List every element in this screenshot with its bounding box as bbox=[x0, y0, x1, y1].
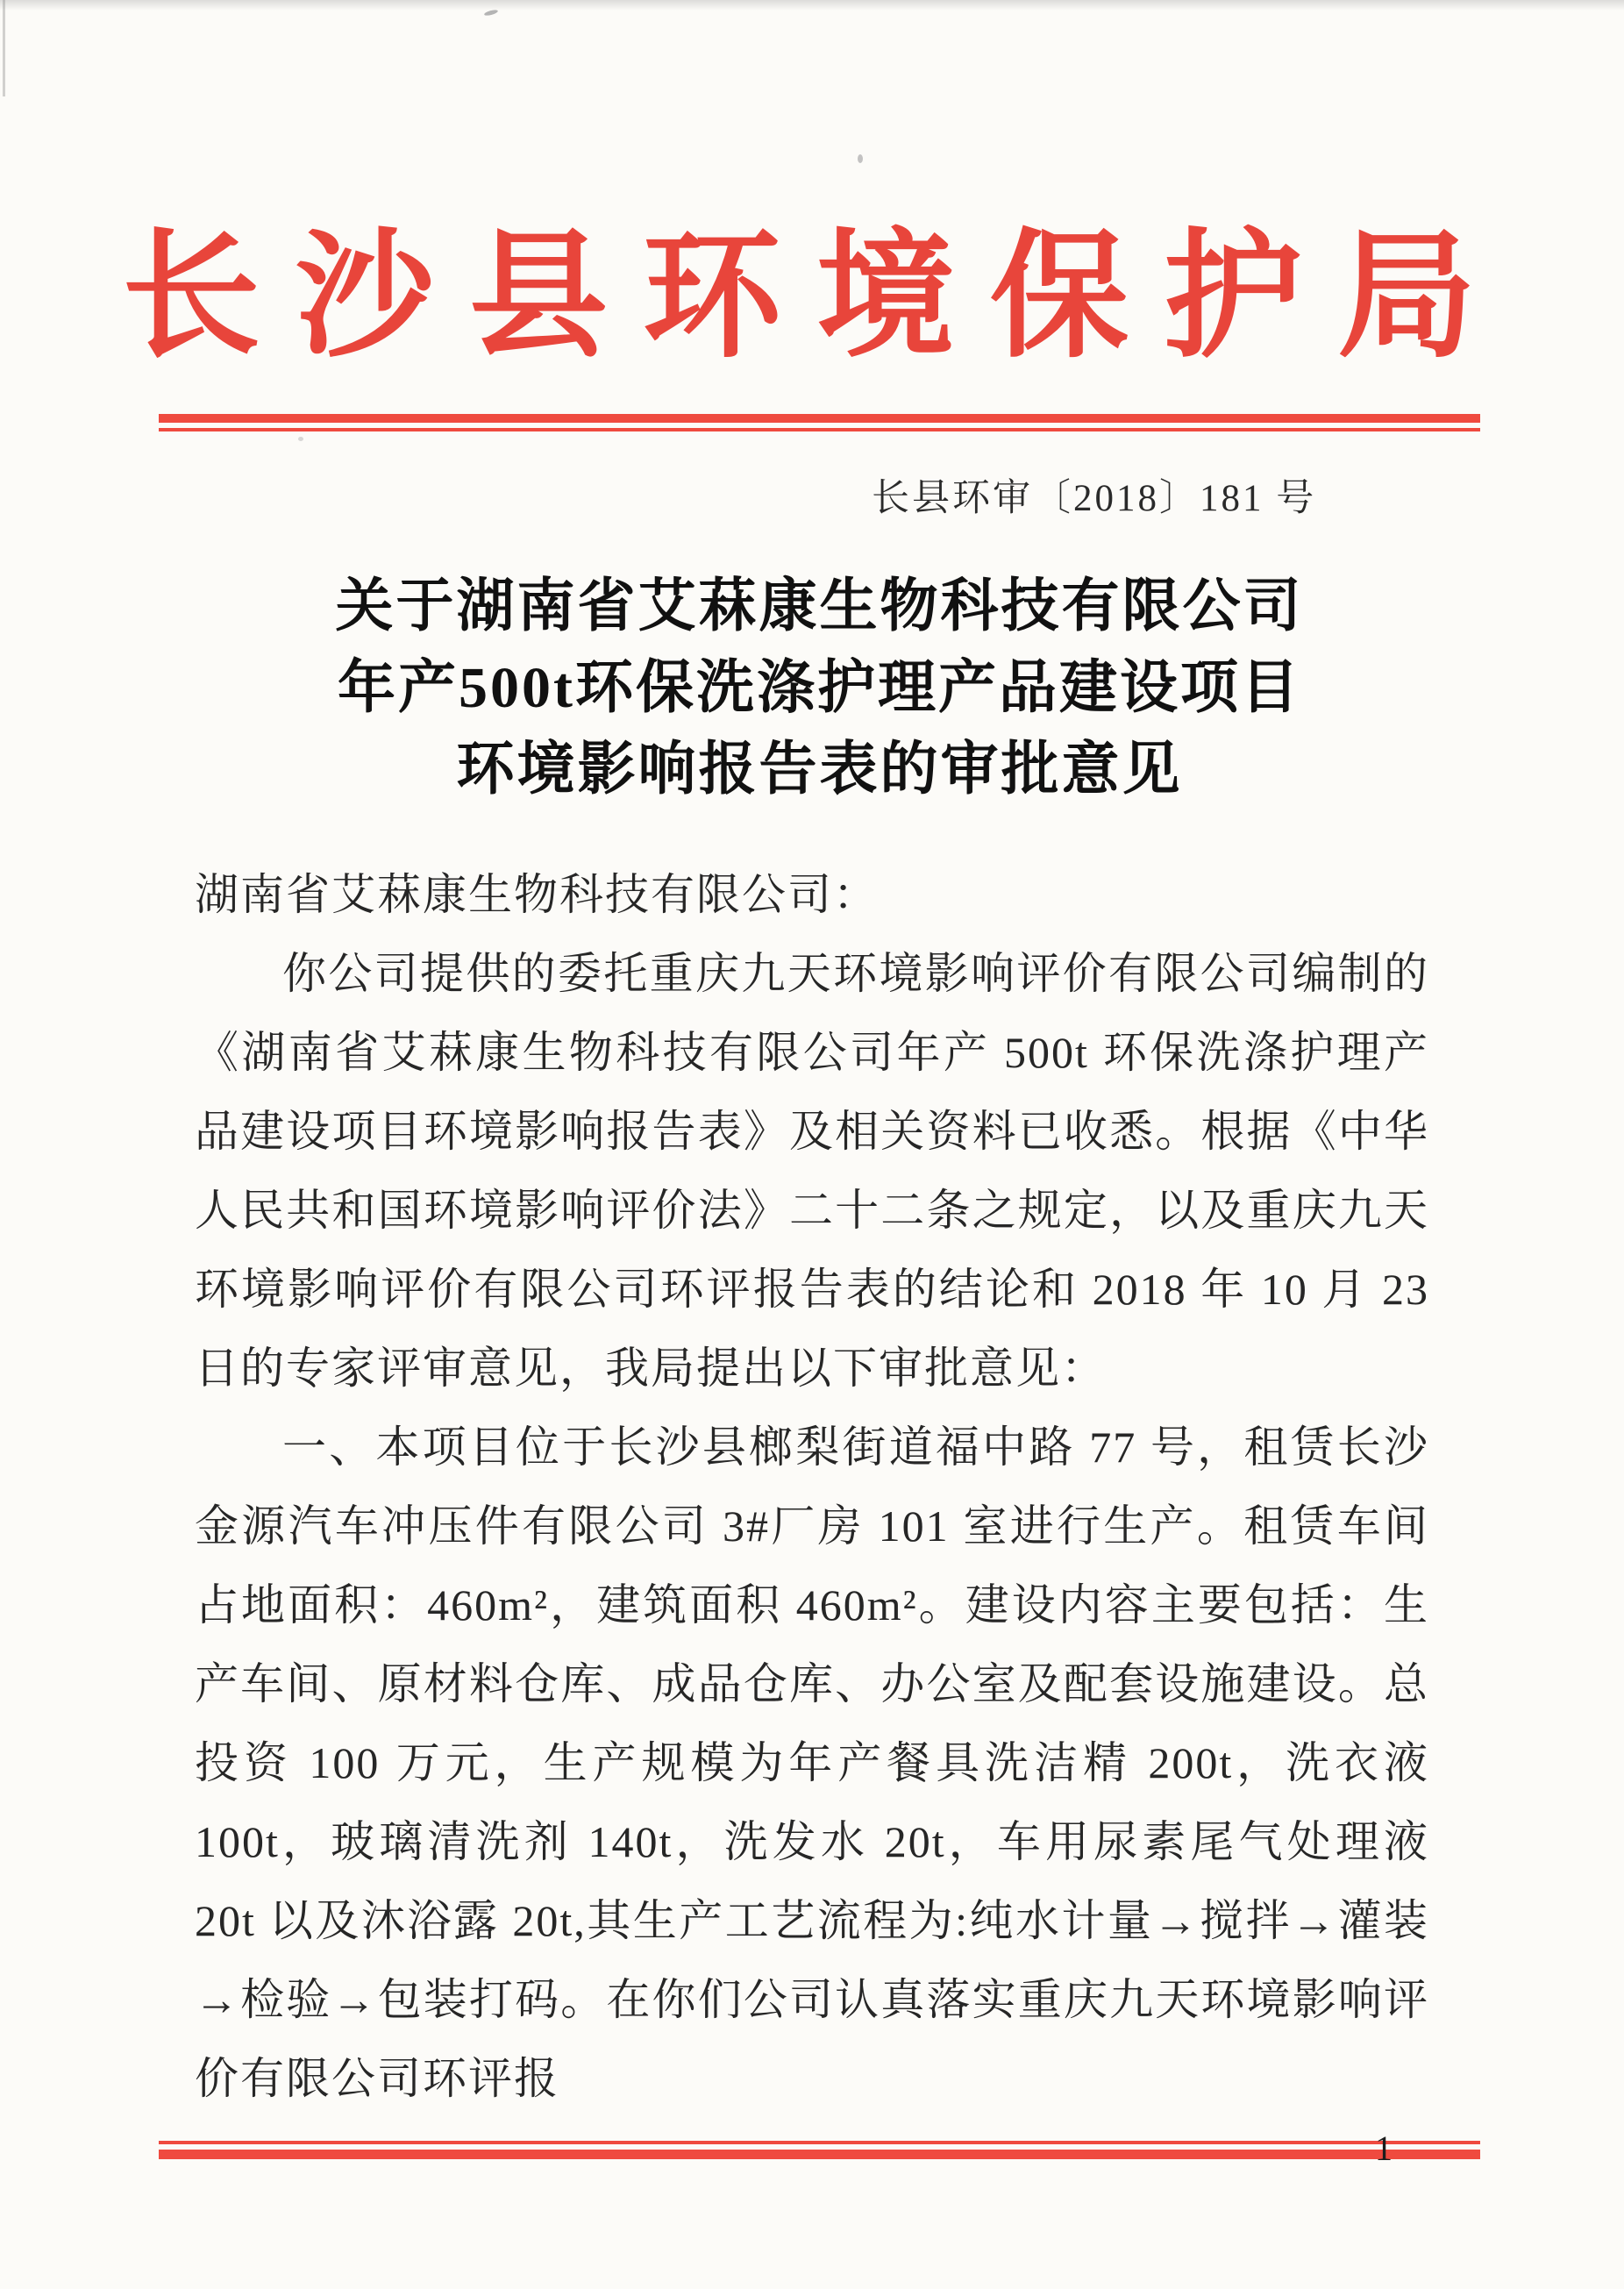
salutation: 湖南省艾菻康生物科技有限公司： bbox=[195, 870, 879, 919]
document-title bbox=[159, 566, 1480, 810]
scan-edge-top bbox=[0, 0, 1624, 11]
footer-rule-thin bbox=[159, 2141, 1480, 2144]
document-title-line-3: 环境影响报告表的审批意见 bbox=[456, 738, 1183, 802]
footer-rule-thick bbox=[159, 2150, 1480, 2159]
paragraph-item-one: 一、本项目位于长沙县榔梨街道福中路 77 号，租赁长沙金源汽车冲压件有限公司 3#厂房 101 室进行生产。租赁车间占地面积：460m²，建筑面积 460m²。建设内容主要包括：生产车间、原材料仓库、成品仓库、办公室及配套设施建设。总投资 100 万元，生产规模为年产餐具洗洁精 200t，洗衣液 100t，玻璃清洗剂 140t，洗发水 20t，车用尿素尾气处理液 20t 以及沐浴露 20t,其生产工艺流程为:纯水计量→搅拌→灌装→检验→包装打码。在你们公司认真落实重庆九天环境影响评价有限公司环评报 bbox=[195, 1423, 1429, 2103]
document-number: 长县环审〔2018〕181 号 bbox=[872, 478, 1317, 519]
scan-edge-left bbox=[3, 0, 5, 96]
document-title-line-1: 关于湖南省艾菻康生物科技有限公司 bbox=[335, 574, 1304, 638]
agency-title: 长沙县环境保护局 bbox=[122, 221, 1511, 374]
page-number: 1 bbox=[1375, 2129, 1393, 2168]
document-body bbox=[195, 855, 1429, 2118]
header-rule-thick bbox=[159, 414, 1480, 423]
scan-artifact bbox=[298, 437, 303, 441]
document-title-line-2: 年产500t环保洗涤护理产品建设项目 bbox=[338, 656, 1301, 720]
paragraph-intro: 你公司提供的委托重庆九天环境影响评价有限公司编制的《湖南省艾菻康生物科技有限公司年产 500t 环保洗涤护理产品建设项目环境影响报告表》及相关资料已收悉。根据《中华人民共和国环境影响评价法》二十二条之规定，以及重庆九天环境影响评价有限公司环评报告表的结论和 2018 年 10 月 23 日的专家评审意见，我局提出以下审批意见： bbox=[195, 949, 1429, 1393]
scan-artifact bbox=[858, 154, 863, 163]
header-rule-thin bbox=[159, 428, 1480, 431]
